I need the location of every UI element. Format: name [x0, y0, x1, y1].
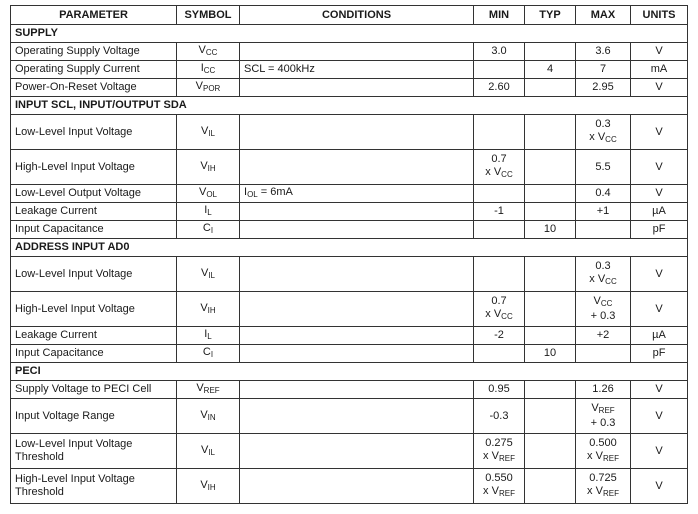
unit-cell: V — [631, 399, 688, 434]
conditions-cell — [240, 257, 474, 292]
symbol-cell: $V_{IH}$ — [177, 469, 240, 504]
unit-cell: V — [631, 115, 688, 150]
section-title: INPUT SCL, INPUT/OUTPUT SDA — [11, 97, 688, 115]
section-title: ADDRESS INPUT AD0 — [11, 239, 688, 257]
param-cell: Low-Level Input Voltage Threshold — [11, 434, 177, 469]
symbol-cell: $I_L$ — [177, 203, 240, 221]
param-cell: Leakage Current — [11, 203, 177, 221]
unit-cell: V — [631, 79, 688, 97]
conditions-cell — [240, 115, 474, 150]
unit-cell: V — [631, 257, 688, 292]
header-symbol: SYMBOL — [177, 6, 240, 25]
unit-cell: pF — [631, 221, 688, 239]
param-cell: Operating Supply Current — [11, 61, 177, 79]
header-conditions: CONDITIONS — [240, 6, 474, 25]
table-row — [11, 469, 688, 504]
typ-cell — [525, 203, 576, 221]
typ-cell — [525, 327, 576, 345]
min-cell: 0.275 x $V_{REF}$ — [474, 434, 525, 469]
table-row — [11, 61, 688, 79]
typ-cell — [525, 399, 576, 434]
symbol-cell: $V_{IH}$ — [177, 292, 240, 327]
symbol-cell: $C_I$ — [177, 221, 240, 239]
max-cell: 1.26 — [576, 381, 631, 399]
min-cell — [474, 221, 525, 239]
max-cell: 5.5 — [576, 150, 631, 185]
table-row — [11, 381, 688, 399]
section-row-supply — [11, 25, 688, 43]
max-cell: 0.3 x $V_{CC}$ — [576, 257, 631, 292]
max-cell — [576, 221, 631, 239]
param-cell: Leakage Current — [11, 327, 177, 345]
conditions-cell — [240, 327, 474, 345]
typ-cell — [525, 43, 576, 61]
param-cell: Operating Supply Voltage — [11, 43, 177, 61]
conditions-cell — [240, 43, 474, 61]
electrical-characteristics-table — [10, 5, 688, 504]
typ-cell — [525, 257, 576, 292]
header-units: UNITS — [631, 6, 688, 25]
table-row — [11, 399, 688, 434]
typ-cell — [525, 434, 576, 469]
unit-cell: mA — [631, 61, 688, 79]
table-row — [11, 327, 688, 345]
min-cell: 3.0 — [474, 43, 525, 61]
symbol-cell: $V_{REF}$ — [177, 381, 240, 399]
table-row — [11, 221, 688, 239]
min-cell: -1 — [474, 203, 525, 221]
min-cell — [474, 345, 525, 363]
conditions-cell — [240, 345, 474, 363]
typ-cell: 4 — [525, 61, 576, 79]
header-min: MIN — [474, 6, 525, 25]
symbol-cell: $C_I$ — [177, 345, 240, 363]
typ-cell — [525, 381, 576, 399]
param-cell: Low-Level Output Voltage — [11, 185, 177, 203]
unit-cell: V — [631, 381, 688, 399]
unit-cell: V — [631, 150, 688, 185]
max-cell: +2 — [576, 327, 631, 345]
symbol-cell: $I_L$ — [177, 327, 240, 345]
conditions-cell: $I_{OL} = 6mA$ — [240, 185, 474, 203]
unit-cell: pF — [631, 345, 688, 363]
unit-cell: V — [631, 469, 688, 504]
max-cell: 0.4 — [576, 185, 631, 203]
min-cell — [474, 185, 525, 203]
param-cell: Input Capacitance — [11, 221, 177, 239]
typ-cell — [525, 115, 576, 150]
min-cell — [474, 61, 525, 79]
min-cell — [474, 115, 525, 150]
conditions-cell — [240, 150, 474, 185]
min-cell: 0.550 x $V_{REF}$ — [474, 469, 525, 504]
table-row — [11, 150, 688, 185]
table-row — [11, 292, 688, 327]
unit-cell: V — [631, 292, 688, 327]
section-title: SUPPLY — [11, 25, 688, 43]
table-row — [11, 115, 688, 150]
min-cell — [474, 257, 525, 292]
param-cell: Input Voltage Range — [11, 399, 177, 434]
typ-cell — [525, 185, 576, 203]
typ-cell — [525, 150, 576, 185]
conditions-cell: SCL = 400kHz — [240, 61, 474, 79]
param-cell: Input Capacitance — [11, 345, 177, 363]
table-row — [11, 43, 688, 61]
section-title: PECI — [11, 363, 688, 381]
header-typ: TYP — [525, 6, 576, 25]
symbol-cell: $V_{IH}$ — [177, 150, 240, 185]
typ-cell — [525, 292, 576, 327]
typ-cell — [525, 79, 576, 97]
typ-cell: 10 — [525, 221, 576, 239]
table-row — [11, 434, 688, 469]
header-parameter: PARAMETER — [11, 6, 177, 25]
conditions-cell — [240, 381, 474, 399]
max-cell: 0.500 x $V_{REF}$ — [576, 434, 631, 469]
typ-cell: 10 — [525, 345, 576, 363]
symbol-cell: $V_{OL}$ — [177, 185, 240, 203]
table-row — [11, 257, 688, 292]
min-cell: -2 — [474, 327, 525, 345]
max-cell — [576, 345, 631, 363]
conditions-cell — [240, 469, 474, 504]
unit-cell: V — [631, 434, 688, 469]
max-cell: $V_{REF}$ + 0.3 — [576, 399, 631, 434]
unit-cell: V — [631, 43, 688, 61]
table-row — [11, 79, 688, 97]
section-row-peci — [11, 363, 688, 381]
typ-cell — [525, 469, 576, 504]
symbol-cell: $V_{POR}$ — [177, 79, 240, 97]
max-cell: 3.6 — [576, 43, 631, 61]
max-cell: 2.95 — [576, 79, 631, 97]
conditions-cell — [240, 292, 474, 327]
min-cell: 0.7 x $V_{CC}$ — [474, 292, 525, 327]
param-cell: Power-On-Reset Voltage — [11, 79, 177, 97]
max-cell: 0.725 x $V_{REF}$ — [576, 469, 631, 504]
conditions-cell — [240, 434, 474, 469]
symbol-cell: $V_{IL}$ — [177, 257, 240, 292]
min-cell: 0.7 x $V_{CC}$ — [474, 150, 525, 185]
param-cell: Low-Level Input Voltage — [11, 115, 177, 150]
table-row — [11, 185, 688, 203]
symbol-cell: $V_{IL}$ — [177, 434, 240, 469]
param-cell: High-Level Input Voltage — [11, 150, 177, 185]
symbol-cell: $V_{IN}$ — [177, 399, 240, 434]
section-row-scl-sda — [11, 97, 688, 115]
param-cell: Supply Voltage to PECI Cell — [11, 381, 177, 399]
unit-cell: µA — [631, 203, 688, 221]
header-row — [11, 6, 688, 25]
symbol-cell: $V_{IL}$ — [177, 115, 240, 150]
max-cell: 7 — [576, 61, 631, 79]
param-cell: High-Level Input Voltage — [11, 292, 177, 327]
min-cell: 0.95 — [474, 381, 525, 399]
table-row — [11, 203, 688, 221]
min-cell: 2.60 — [474, 79, 525, 97]
table-row — [11, 345, 688, 363]
header-max: MAX — [576, 6, 631, 25]
max-cell: $V_{CC}$ + 0.3 — [576, 292, 631, 327]
max-cell: 0.3 x $V_{CC}$ — [576, 115, 631, 150]
min-cell: -0.3 — [474, 399, 525, 434]
section-row-ad0 — [11, 239, 688, 257]
symbol-cell: $V_{CC}$ — [177, 43, 240, 61]
param-cell: Low-Level Input Voltage — [11, 257, 177, 292]
unit-cell: V — [631, 185, 688, 203]
conditions-cell — [240, 221, 474, 239]
symbol-cell: $I_{CC}$ — [177, 61, 240, 79]
conditions-cell — [240, 399, 474, 434]
conditions-cell — [240, 79, 474, 97]
param-cell: High-Level Input Voltage Threshold — [11, 469, 177, 504]
conditions-cell — [240, 203, 474, 221]
max-cell: +1 — [576, 203, 631, 221]
unit-cell: µA — [631, 327, 688, 345]
